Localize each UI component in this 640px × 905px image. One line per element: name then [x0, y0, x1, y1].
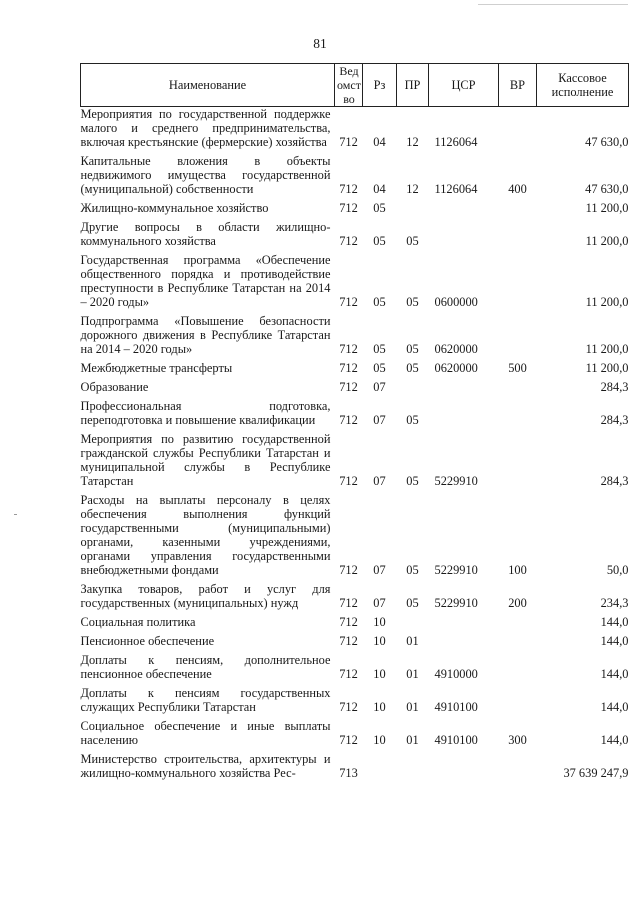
cell-ved: 712	[339, 733, 358, 747]
cell-vr	[499, 107, 537, 155]
table-row	[81, 107, 629, 155]
header-ved	[335, 64, 363, 107]
header-sum: Кассовое исполнение	[537, 64, 629, 107]
cell-ved: 712	[339, 182, 358, 196]
cell-pr: 05	[406, 413, 419, 427]
cell-ved: 712	[339, 667, 358, 681]
table-row	[81, 380, 629, 399]
table-header-row	[81, 64, 629, 107]
cell-sum: 37 639 247,9	[563, 766, 629, 780]
cell-sum: 47 630,0	[585, 135, 629, 149]
cell-rz: 10	[373, 615, 386, 629]
cell-sum: 47 630,0	[585, 182, 629, 196]
cell-csr: 0620000	[434, 361, 478, 375]
table-row	[81, 361, 629, 380]
cell-csr	[429, 752, 499, 785]
cell-pr	[397, 752, 429, 785]
cell-sum: 144,0	[600, 634, 629, 648]
cell-rz: 05	[373, 342, 386, 356]
cell-vr: 400	[508, 182, 527, 196]
table-row	[81, 314, 629, 361]
cell-vr	[499, 615, 537, 634]
header-name: Наименование	[81, 64, 335, 107]
header-ved-label: Ведомство	[337, 64, 361, 106]
cell-ved: 712	[339, 615, 358, 629]
cell-rz: 07	[373, 474, 386, 488]
cell-rz: 04	[373, 135, 386, 149]
cell-pr	[397, 380, 429, 399]
cell-name: Профессиональная подготовка, переподготовка и повышение квалификации	[80, 399, 331, 427]
cell-vr	[499, 432, 537, 493]
cell-rz: 05	[373, 361, 386, 375]
cell-name: Доплаты к пенсиям государственных служащих Республики Татарстан	[80, 686, 331, 714]
cell-csr: 4910100	[434, 733, 478, 747]
cell-rz: 07	[373, 413, 386, 427]
cell-pr: 05	[406, 234, 419, 248]
cell-pr: 01	[406, 733, 419, 747]
cell-csr: 0600000	[434, 295, 478, 309]
cell-ved: 712	[339, 634, 358, 648]
cell-rz: 10	[373, 634, 386, 648]
cell-ved: 712	[339, 413, 358, 427]
cell-csr: 4910100	[434, 700, 478, 714]
cell-name: Социальная политика	[80, 615, 196, 629]
cell-ved: 712	[339, 596, 358, 610]
cell-vr	[499, 686, 537, 719]
table-row	[81, 615, 629, 634]
cell-sum: 144,0	[600, 733, 629, 747]
cell-sum: 11 200,0	[585, 361, 629, 375]
table-row	[81, 634, 629, 653]
cell-name: Жилищно-коммунальное хозяйство	[80, 201, 269, 215]
cell-pr: 12	[406, 135, 419, 149]
cell-csr: 5229910	[434, 474, 478, 488]
cell-pr: 05	[406, 361, 419, 375]
cell-rz: 07	[373, 380, 386, 394]
cell-name: Другие вопросы в области жилищно-коммунального хозяйства	[80, 220, 331, 248]
cell-csr	[429, 201, 499, 220]
header-rz: Рз	[363, 64, 397, 107]
cell-vr: 500	[508, 361, 527, 375]
cell-vr	[499, 634, 537, 653]
cell-sum: 284,3	[600, 474, 629, 488]
cell-name: Капитальные вложения в объекты недвижимого имущества государственной (муниципальной) собственности	[80, 154, 331, 196]
cell-ved: 712	[339, 563, 358, 577]
cell-pr: 01	[406, 634, 419, 648]
cell-vr	[499, 314, 537, 361]
scan-edge-line	[478, 4, 628, 5]
cell-rz: 05	[373, 234, 386, 248]
table-row	[81, 399, 629, 432]
budget-table	[80, 63, 629, 785]
cell-rz: 07	[373, 563, 386, 577]
cell-pr: 05	[406, 563, 419, 577]
cell-sum: 144,0	[600, 615, 629, 629]
cell-vr	[499, 253, 537, 314]
cell-name: Расходы на выплаты персоналу в целях обеспечения выполнения функций государственными (муниципальными) органами, казенными учреждениями, органами управления государственными внебюджетными фондами	[80, 493, 331, 577]
cell-name: Образование	[80, 380, 149, 394]
cell-csr	[429, 220, 499, 253]
cell-pr: 01	[406, 700, 419, 714]
cell-csr	[429, 380, 499, 399]
table-row	[81, 493, 629, 582]
table-row	[81, 752, 629, 785]
cell-pr: 01	[406, 667, 419, 681]
cell-ved: 713	[339, 766, 358, 780]
cell-pr: 12	[406, 182, 419, 196]
cell-rz: 10	[373, 733, 386, 747]
header-vr: ВР	[499, 64, 537, 107]
cell-rz: 05	[373, 295, 386, 309]
cell-ved: 712	[339, 474, 358, 488]
cell-ved: 712	[339, 295, 358, 309]
cell-vr	[499, 220, 537, 253]
cell-sum: 11 200,0	[585, 342, 629, 356]
cell-name: Пенсионное обеспечение	[80, 634, 215, 648]
table-row	[81, 432, 629, 493]
table-row	[81, 653, 629, 686]
cell-rz: 10	[373, 667, 386, 681]
cell-vr: 200	[508, 596, 527, 610]
cell-csr: 0620000	[434, 342, 478, 356]
cell-name: Доплаты к пенсиям, дополнительное пенсионное обеспечение	[80, 653, 331, 681]
table-row	[81, 686, 629, 719]
cell-name: Министерство строительства, архитектуры и жилищно-коммунального хозяйства Рес-	[80, 752, 331, 780]
page-number: 81	[313, 36, 327, 51]
cell-vr	[499, 399, 537, 432]
cell-rz: 07	[373, 596, 386, 610]
cell-csr: 1126064	[434, 182, 478, 196]
cell-csr	[429, 615, 499, 634]
cell-sum: 11 200,0	[585, 234, 629, 248]
table-row	[81, 719, 629, 752]
cell-sum: 144,0	[600, 667, 629, 681]
cell-ved: 712	[339, 700, 358, 714]
cell-name: Закупка товаров, работ и услуг для государственных (муниципальных) нужд	[80, 582, 331, 610]
cell-vr: 300	[508, 733, 527, 747]
table-row	[81, 253, 629, 314]
cell-name: Межбюджетные трансферты	[80, 361, 233, 375]
cell-pr: 05	[406, 295, 419, 309]
cell-rz: 04	[373, 182, 386, 196]
cell-sum: 284,3	[600, 380, 629, 394]
cell-pr	[397, 615, 429, 634]
cell-pr: 05	[406, 474, 419, 488]
table-row	[81, 201, 629, 220]
cell-pr	[397, 201, 429, 220]
header-pr: ПР	[397, 64, 429, 107]
cell-csr: 5229910	[434, 596, 478, 610]
header-csr: ЦСР	[429, 64, 499, 107]
cell-rz: 05	[373, 201, 386, 215]
cell-sum: 234,3	[600, 596, 629, 610]
cell-ved: 712	[339, 135, 358, 149]
cell-vr: 100	[508, 563, 527, 577]
cell-pr: 05	[406, 342, 419, 356]
cell-ved: 712	[339, 342, 358, 356]
cell-name: Мероприятия по государственной поддержке малого и среднего предпринимательства, включая крестьянские (фермерские) хозяйства	[80, 107, 331, 149]
cell-pr: 05	[406, 596, 419, 610]
cell-ved: 712	[339, 201, 358, 215]
cell-ved: 712	[339, 361, 358, 375]
table-row	[81, 582, 629, 615]
cell-ved: 712	[339, 234, 358, 248]
cell-sum: 284,3	[600, 413, 629, 427]
cell-vr	[499, 653, 537, 686]
cell-rz: 10	[373, 700, 386, 714]
table-body	[81, 107, 629, 786]
cell-name: Мероприятия по развитию государственной гражданской службы Республики Татарстан и муниципальной службы в Республике Татарстан	[80, 432, 331, 488]
cell-csr	[429, 634, 499, 653]
cell-ved: 712	[339, 380, 358, 394]
cell-name: Государственная программа «Обеспечение общественного порядка и противодействие преступности в Республике Татарстан на 2014 – 2020 годы»	[80, 253, 331, 309]
cell-sum: 50,0	[606, 563, 629, 577]
cell-rz	[363, 752, 397, 785]
cell-sum: 11 200,0	[585, 201, 629, 215]
cell-sum: 144,0	[600, 700, 629, 714]
scan-mark	[14, 514, 17, 515]
cell-csr: 4910000	[434, 667, 478, 681]
cell-sum: 11 200,0	[585, 295, 629, 309]
cell-name: Подпрограмма «Повышение безопасности дорожного движения в Республике Татарстан на 2014 – 2020 годы»	[80, 314, 331, 356]
cell-csr	[429, 399, 499, 432]
cell-vr	[499, 752, 537, 785]
cell-csr: 1126064	[434, 135, 478, 149]
cell-vr	[499, 380, 537, 399]
table-row	[81, 220, 629, 253]
cell-name: Социальное обеспечение и иные выплаты населению	[80, 719, 331, 747]
cell-csr: 5229910	[434, 563, 478, 577]
table-row	[81, 154, 629, 201]
cell-vr	[499, 201, 537, 220]
